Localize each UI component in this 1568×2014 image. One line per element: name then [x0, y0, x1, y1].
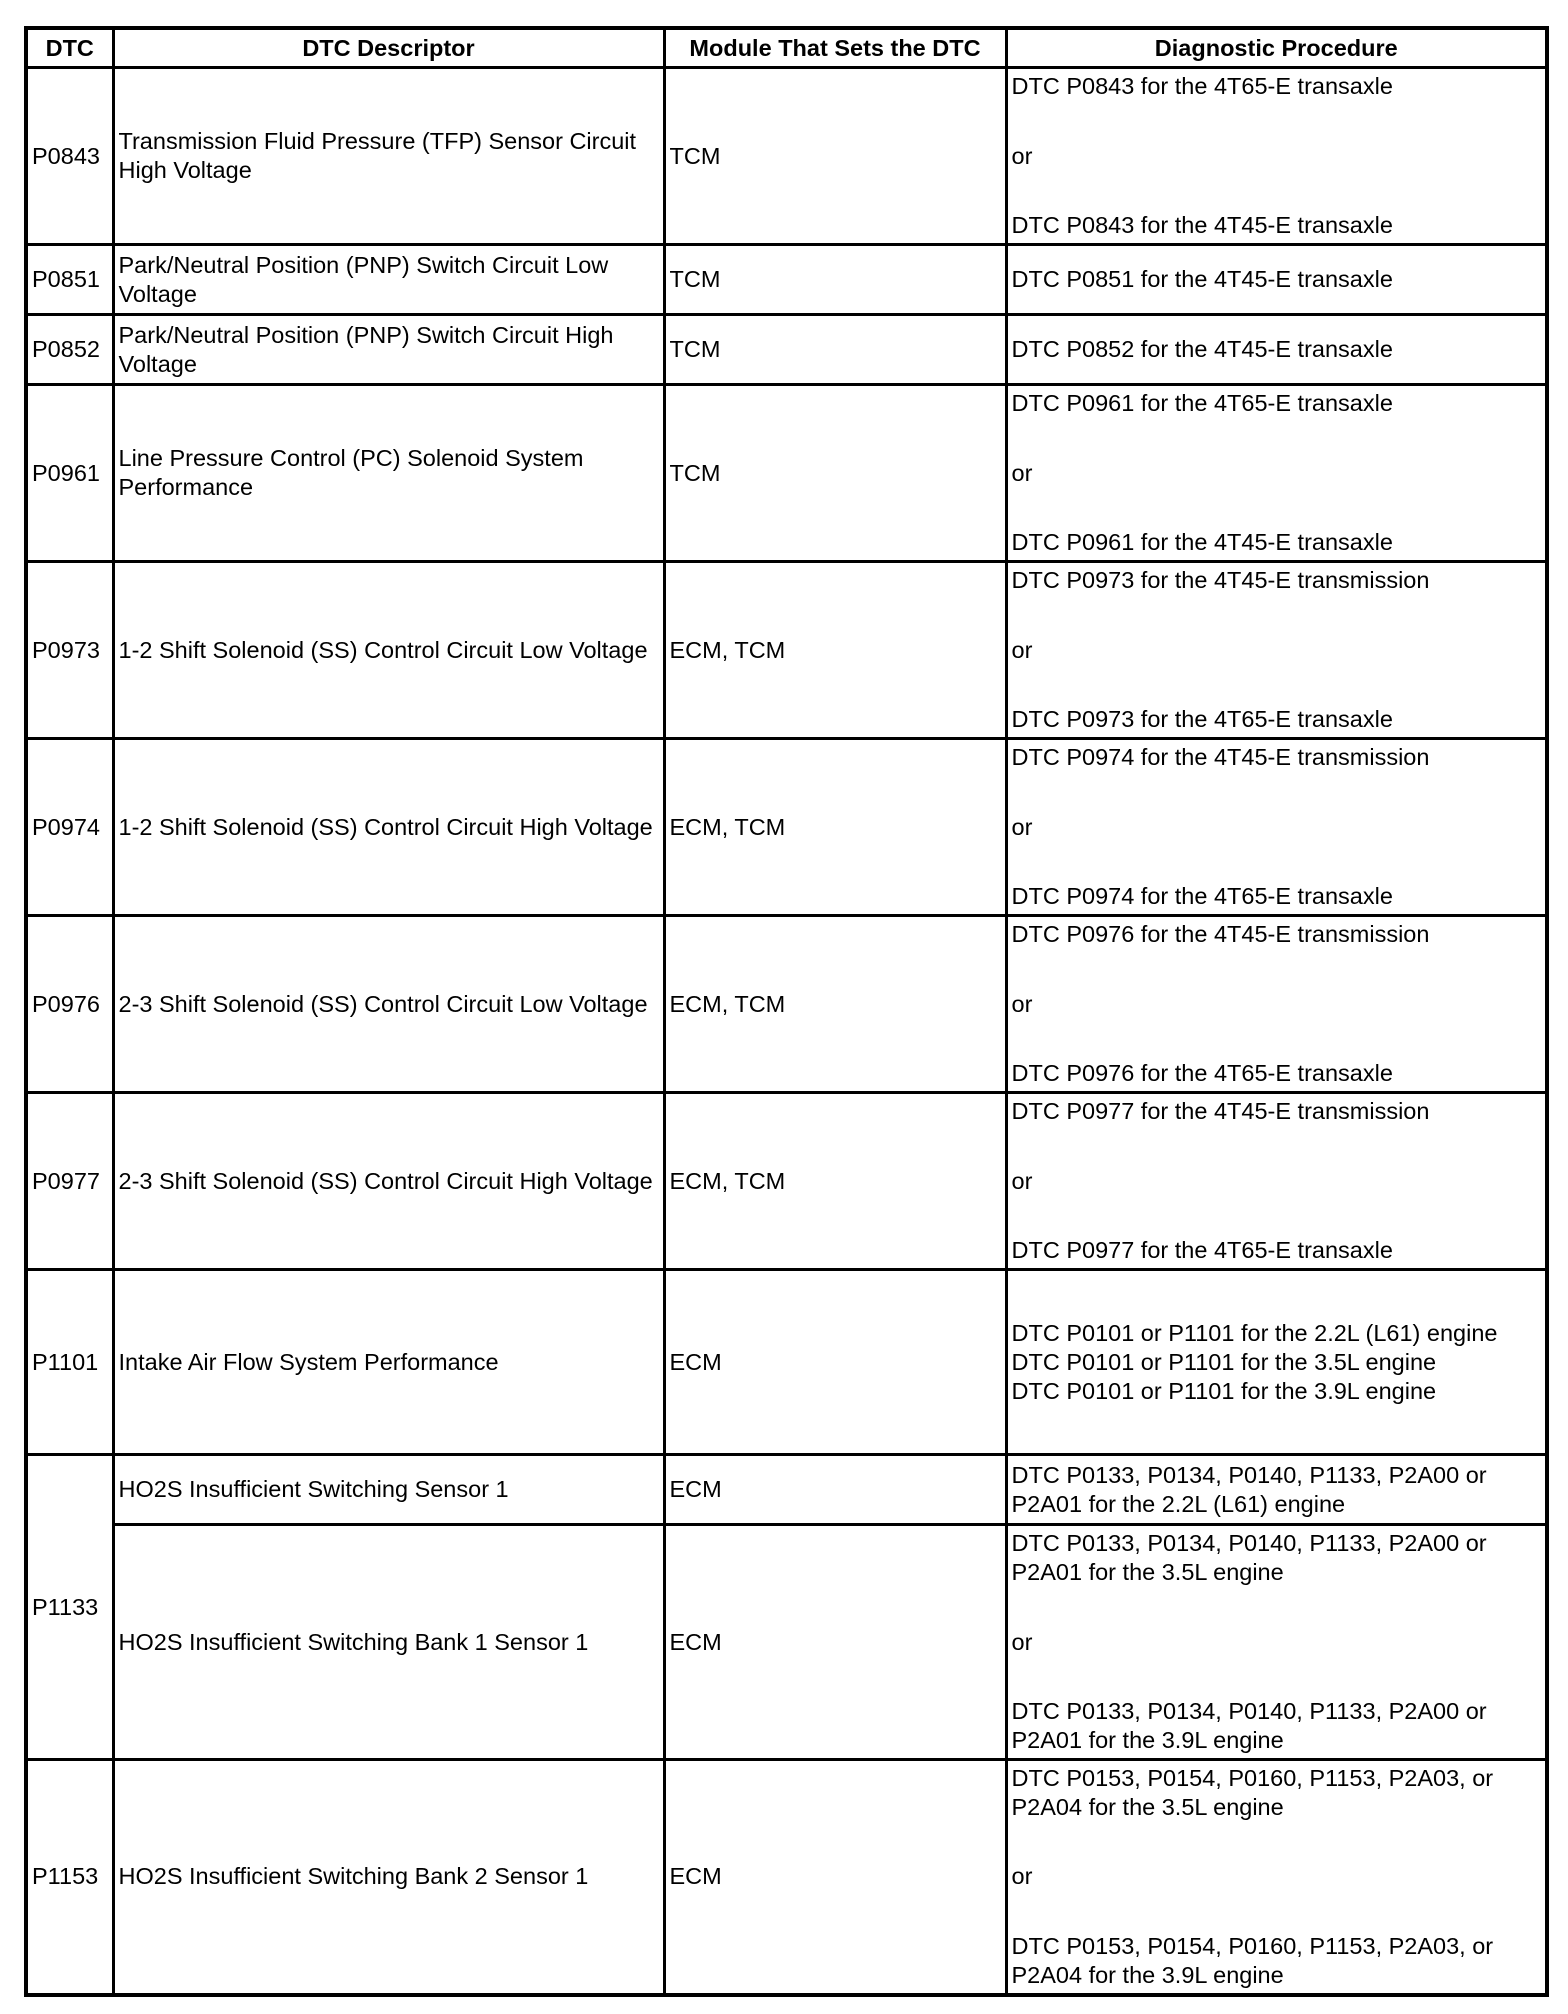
dtc-descriptor: HO2S Insufficient Switching Bank 1 Sensor 1	[113, 1525, 664, 1760]
header-dtc: DTC	[26, 28, 113, 68]
dtc-module: TCM	[664, 385, 1006, 562]
procedure-line: or	[1011, 142, 1033, 169]
table-row	[26, 68, 1547, 245]
dtc-code: P0977	[26, 1093, 113, 1270]
dtc-module: TCM	[664, 68, 1006, 245]
dtc-module: ECM	[664, 1760, 1006, 1995]
table-row	[26, 916, 1547, 1093]
dtc-descriptor: 2-3 Shift Solenoid (SS) Control Circuit High Voltage	[113, 1093, 664, 1270]
dtc-procedure	[1006, 385, 1547, 562]
table-row	[26, 1525, 1547, 1760]
dtc-procedure	[1006, 1093, 1547, 1270]
dtc-procedure	[1006, 739, 1547, 916]
procedure-line: DTC P0133, P0134, P0140, P1133, P2A00 or P2A01 for the 3.9L engine	[1011, 1698, 1487, 1753]
dtc-code: P0843	[26, 68, 113, 245]
procedure-line: DTC P0974 for the 4T65-E transaxle	[1011, 883, 1393, 909]
procedure-line: DTC P0974 for the 4T45-E transmission	[1011, 744, 1430, 770]
procedure-line: DTC P0101 or P1101 for the 2.2L (L61) engine	[1011, 1319, 1498, 1346]
procedure-line: DTC P0153, P0154, P0160, P1153, P2A03, or P2A04 for the 3.5L engine	[1011, 1764, 1494, 1820]
procedure-line: DTC P0851 for the 4T45-E transaxle	[1011, 266, 1393, 292]
procedure-line: DTC P0976 for the 4T45-E transmission	[1011, 921, 1430, 947]
procedure-line: DTC P0843 for the 4T65-E transaxle	[1011, 73, 1393, 99]
procedure-line: DTC P0133, P0134, P0140, P1133, P2A00 or P2A01 for the 3.5L engine	[1011, 1530, 1487, 1585]
dtc-code: P1153	[26, 1760, 113, 1995]
dtc-table	[24, 26, 1549, 1997]
dtc-descriptor: Transmission Fluid Pressure (TFP) Sensor Circuit High Voltage	[113, 68, 664, 245]
procedure-line: or	[1011, 1167, 1033, 1194]
table-row	[26, 739, 1547, 916]
dtc-procedure	[1006, 562, 1547, 739]
procedure-line: DTC P0153, P0154, P0160, P1153, P2A03, or P2A04 for the 3.9L engine	[1011, 1932, 1494, 1988]
procedure-line: DTC P0133, P0134, P0140, P1133, P2A00 or P2A01 for the 2.2L (L61) engine	[1011, 1461, 1487, 1517]
dtc-procedure	[1006, 1455, 1547, 1525]
dtc-procedure	[1006, 1525, 1547, 1760]
procedure-line: or	[1011, 636, 1033, 663]
procedure-line: or	[1011, 990, 1033, 1017]
table-row	[26, 315, 1547, 385]
dtc-procedure	[1006, 245, 1547, 315]
dtc-module: ECM, TCM	[664, 916, 1006, 1093]
dtc-descriptor: HO2S Insufficient Switching Bank 2 Sensor 1	[113, 1760, 664, 1995]
dtc-module: ECM	[664, 1455, 1006, 1525]
dtc-descriptor: Intake Air Flow System Performance	[113, 1270, 664, 1455]
procedure-line: or	[1011, 1863, 1033, 1890]
procedure-line: DTC P0973 for the 4T65-E transaxle	[1011, 706, 1393, 732]
dtc-code: P0851	[26, 245, 113, 315]
dtc-module: ECM	[664, 1270, 1006, 1455]
header-procedure: Diagnostic Procedure	[1006, 28, 1547, 68]
table-row	[26, 245, 1547, 315]
dtc-descriptor: HO2S Insufficient Switching Sensor 1	[113, 1455, 664, 1525]
procedure-line: DTC P0976 for the 4T65-E transaxle	[1011, 1060, 1393, 1086]
header-module: Module That Sets the DTC	[664, 28, 1006, 68]
procedure-line: DTC P0977 for the 4T45-E transmission	[1011, 1098, 1430, 1124]
procedure-line: DTC P0977 for the 4T65-E transaxle	[1011, 1237, 1393, 1263]
procedure-line: DTC P0961 for the 4T65-E transaxle	[1011, 390, 1393, 416]
procedure-line: DTC P0101 or P1101 for the 3.9L engine	[1011, 1377, 1437, 1404]
table-row	[26, 1093, 1547, 1270]
dtc-procedure	[1006, 1270, 1547, 1455]
dtc-descriptor: Park/Neutral Position (PNP) Switch Circuit Low Voltage	[113, 245, 664, 315]
procedure-line: or	[1011, 1628, 1033, 1655]
procedure-line: DTC P0973 for the 4T45-E transmission	[1011, 567, 1430, 593]
procedure-line: or	[1011, 459, 1033, 486]
dtc-descriptor: 1-2 Shift Solenoid (SS) Control Circuit High Voltage	[113, 739, 664, 916]
table-row	[26, 1270, 1547, 1455]
dtc-code: P0974	[26, 739, 113, 916]
procedure-line: DTC P0961 for the 4T45-E transaxle	[1011, 529, 1393, 555]
dtc-module: ECM	[664, 1525, 1006, 1760]
dtc-code: P1101	[26, 1270, 113, 1455]
procedure-line: or	[1011, 813, 1033, 840]
dtc-module: TCM	[664, 315, 1006, 385]
header-descriptor: DTC Descriptor	[113, 28, 664, 68]
dtc-procedure	[1006, 68, 1547, 245]
dtc-procedure	[1006, 916, 1547, 1093]
dtc-procedure	[1006, 1760, 1547, 1995]
header-row	[26, 28, 1547, 68]
dtc-descriptor: 1-2 Shift Solenoid (SS) Control Circuit Low Voltage	[113, 562, 664, 739]
dtc-module: TCM	[664, 245, 1006, 315]
procedure-line: DTC P0852 for the 4T45-E transaxle	[1011, 336, 1393, 362]
procedure-line: DTC P0843 for the 4T45-E transaxle	[1011, 212, 1393, 238]
dtc-code: P0973	[26, 562, 113, 739]
dtc-module: ECM, TCM	[664, 562, 1006, 739]
dtc-descriptor: Park/Neutral Position (PNP) Switch Circuit High Voltage	[113, 315, 664, 385]
dtc-module: ECM, TCM	[664, 1093, 1006, 1270]
dtc-code: P0852	[26, 315, 113, 385]
dtc-code: P1133	[26, 1455, 113, 1760]
table-row	[26, 1455, 1547, 1525]
dtc-code: P0961	[26, 385, 113, 562]
table-row	[26, 385, 1547, 562]
dtc-module: ECM, TCM	[664, 739, 1006, 916]
procedure-line: DTC P0101 or P1101 for the 3.5L engine	[1011, 1348, 1437, 1375]
dtc-descriptor: Line Pressure Control (PC) Solenoid System Performance	[113, 385, 664, 562]
table-row	[26, 1760, 1547, 1995]
dtc-procedure	[1006, 315, 1547, 385]
table-row	[26, 562, 1547, 739]
dtc-code: P0976	[26, 916, 113, 1093]
dtc-descriptor: 2-3 Shift Solenoid (SS) Control Circuit Low Voltage	[113, 916, 664, 1093]
